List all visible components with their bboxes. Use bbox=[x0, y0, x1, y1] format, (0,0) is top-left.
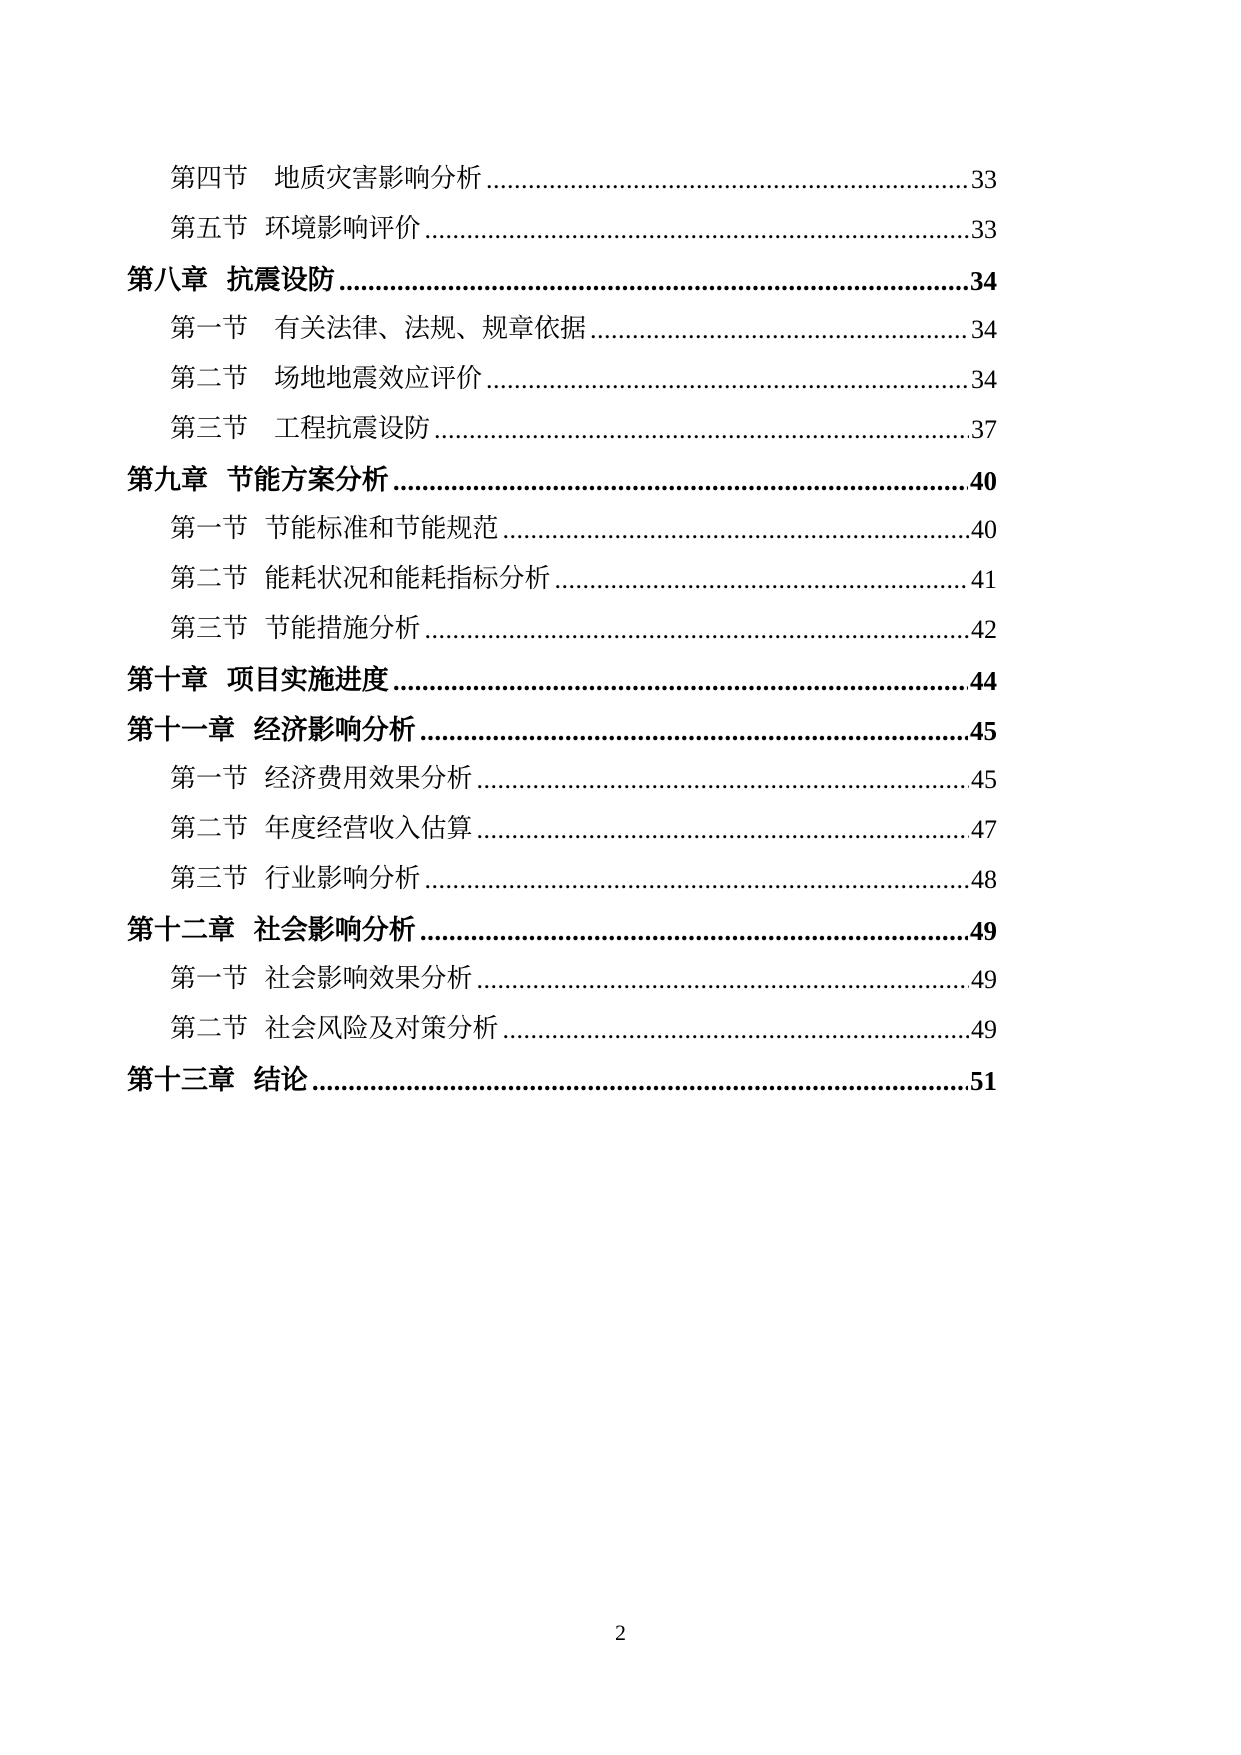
toc-entry-page: 41 bbox=[971, 565, 997, 594]
toc-entry[interactable] bbox=[170, 408, 997, 445]
toc-chapter-title: 第九章 节能方案分析 bbox=[127, 465, 389, 496]
toc-entry-title: 第一节 有关法律、法规、规章依据 bbox=[170, 314, 587, 344]
toc-entry-title: 第二节 能耗状况和能耗指标分析 bbox=[170, 564, 551, 594]
toc-leader-dots bbox=[486, 165, 969, 195]
toc-entry-page: 42 bbox=[971, 615, 997, 644]
toc-entry-page: 49 bbox=[971, 1015, 997, 1044]
toc-entry[interactable] bbox=[170, 758, 997, 795]
toc-entry-title: 第二节 年度经营收入估算 bbox=[170, 814, 473, 844]
toc-entry-page: 40 bbox=[971, 515, 997, 544]
toc-leader-dots bbox=[420, 716, 968, 747]
toc-leader-dots bbox=[339, 266, 968, 297]
toc-entry[interactable] bbox=[170, 1008, 997, 1045]
toc-leader-dots bbox=[425, 215, 969, 245]
toc-entry-page: 49 bbox=[971, 965, 997, 994]
toc-chapter-title: 第八章 抗震设防 bbox=[127, 265, 335, 296]
toc-chapter-title: 第十二章 社会影响分析 bbox=[127, 915, 416, 946]
page-number: 2 bbox=[615, 1620, 626, 1645]
toc-entry-title: 第一节 经济费用效果分析 bbox=[170, 764, 473, 794]
toc-leader-dots bbox=[393, 666, 968, 697]
toc-entry[interactable] bbox=[170, 358, 997, 395]
toc-entry[interactable] bbox=[170, 558, 997, 595]
toc-entry-page: 45 bbox=[971, 765, 997, 794]
toc-entry-title: 第一节 节能标准和节能规范 bbox=[170, 514, 499, 544]
toc-leader-dots bbox=[503, 1015, 969, 1045]
toc-entry-page: 34 bbox=[971, 365, 997, 394]
toc-leader-dots bbox=[420, 916, 968, 947]
toc-entry-page: 33 bbox=[971, 215, 997, 244]
toc-leader-dots bbox=[477, 965, 969, 995]
toc-chapter-page: 51 bbox=[970, 1066, 997, 1096]
toc-leader-dots bbox=[425, 615, 969, 645]
toc-entry-title: 第一节 社会影响效果分析 bbox=[170, 964, 473, 994]
toc-entry-title: 第三节 工程抗震设防 bbox=[170, 414, 431, 444]
toc-entry[interactable] bbox=[170, 208, 997, 245]
toc-entry[interactable] bbox=[170, 958, 997, 995]
toc-chapter-title: 第十章 项目实施进度 bbox=[127, 665, 389, 696]
toc-leader-dots bbox=[477, 815, 969, 845]
toc-entry[interactable] bbox=[170, 858, 997, 895]
toc-entry-page: 33 bbox=[971, 165, 997, 194]
toc-chapter-entry[interactable] bbox=[127, 908, 997, 947]
toc-leader-dots bbox=[434, 415, 969, 445]
toc-entry-title: 第四节 地质灾害影响分析 bbox=[170, 164, 483, 194]
toc-entry[interactable] bbox=[170, 158, 997, 195]
toc-chapter-entry[interactable] bbox=[127, 658, 997, 697]
toc-entry-page: 47 bbox=[971, 815, 997, 844]
toc-entry[interactable] bbox=[170, 308, 997, 345]
toc-chapter-entry[interactable] bbox=[127, 458, 997, 497]
toc-entry-title: 第三节 节能措施分析 bbox=[170, 614, 421, 644]
toc-entry-title: 第五节 环境影响评价 bbox=[170, 214, 421, 244]
toc-leader-dots bbox=[312, 1066, 968, 1097]
toc-chapter-page: 49 bbox=[970, 916, 997, 946]
toc-leader-dots bbox=[590, 315, 969, 345]
toc-chapter-title: 第十一章 经济影响分析 bbox=[127, 715, 416, 746]
toc-entry-title: 第三节 行业影响分析 bbox=[170, 864, 421, 894]
toc-entry[interactable] bbox=[170, 508, 997, 545]
toc-chapter-page: 40 bbox=[970, 466, 997, 496]
toc-entry-page: 48 bbox=[971, 865, 997, 894]
toc-entry-title: 第二节 场地地震效应评价 bbox=[170, 364, 483, 394]
toc-leader-dots bbox=[486, 365, 969, 395]
toc-chapter-page: 45 bbox=[970, 716, 997, 746]
toc-chapter-page: 44 bbox=[970, 666, 997, 696]
toc-entry-page: 37 bbox=[971, 415, 997, 444]
toc-entry[interactable] bbox=[170, 808, 997, 845]
toc-chapter-title: 第十三章 结论 bbox=[127, 1065, 308, 1096]
toc-leader-dots bbox=[477, 765, 969, 795]
toc-leader-dots bbox=[503, 515, 969, 545]
toc-chapter-entry[interactable] bbox=[127, 258, 997, 297]
toc-leader-dots bbox=[393, 466, 968, 497]
toc-leader-dots bbox=[555, 565, 969, 595]
toc-entry[interactable] bbox=[170, 608, 997, 645]
toc-entry-page: 34 bbox=[971, 315, 997, 344]
toc-chapter-entry[interactable] bbox=[127, 1058, 997, 1097]
toc-leader-dots bbox=[425, 865, 969, 895]
toc-chapter-entry[interactable] bbox=[127, 708, 997, 747]
toc-chapter-page: 34 bbox=[970, 266, 997, 296]
toc-entry-title: 第二节 社会风险及对策分析 bbox=[170, 1014, 499, 1044]
